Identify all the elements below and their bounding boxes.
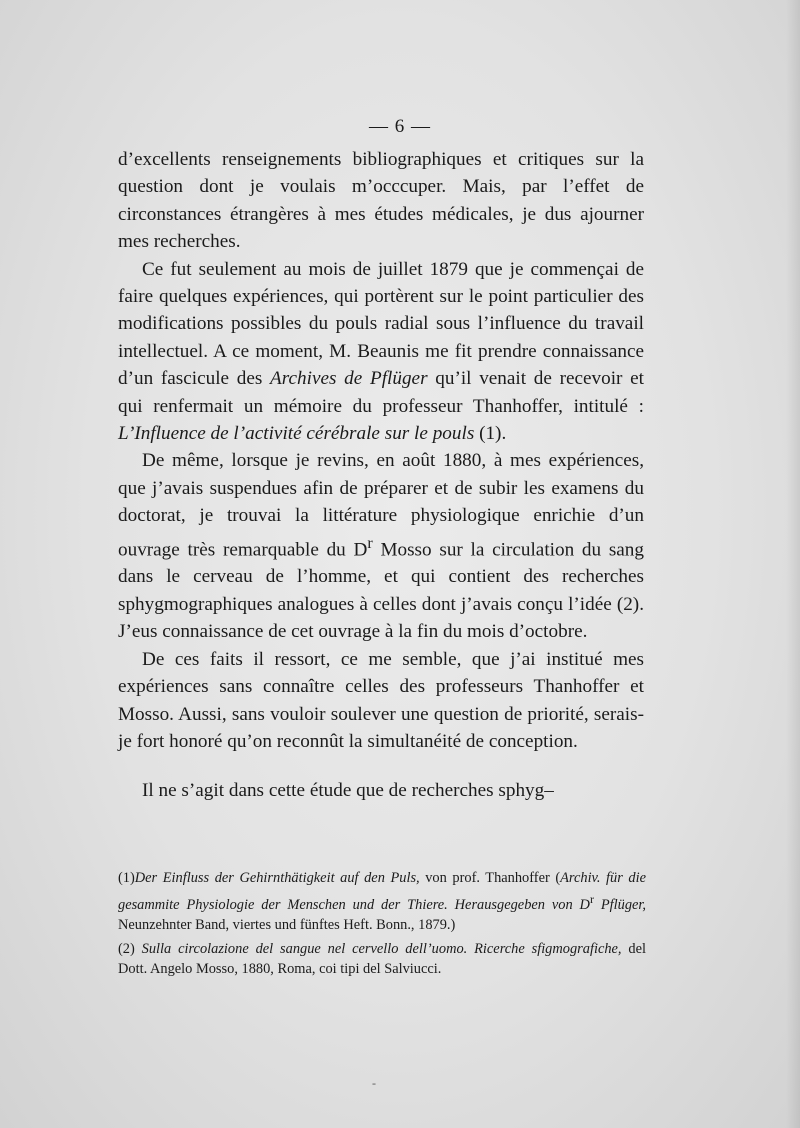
paragraph-2: [118, 256, 644, 448]
footnote-2-title: Sulla circolazione del sangue nel cervello dell’uomo. Ricerche sfigmografiche,: [141, 940, 622, 957]
paragraph-2-text-c: qu’il venait de recevoir et qui renfermait un mémoire du professeur Thanhoffer, intitulé :: [118, 368, 644, 417]
footnotes: [118, 868, 646, 983]
footnote-2-text-a: del Dott. Angelo Mosso, 1880, Roma, coi tipi del Salviucci.: [118, 940, 646, 978]
footnote-1-text-b: Neunzehnter Band, viertes und fünftes Heft. Bonn., 1879.): [118, 916, 456, 933]
paragraph-2-text-e: (1).: [474, 423, 507, 445]
page-number: — 6 —: [369, 116, 431, 137]
footnote-1: [118, 868, 646, 936]
paragraph-3-text-a: De même, lorsque je revins, en août 1880, à mes expériences, que j’avais suspendues afin de préparer et de subir les examens du doctorat, je trouvai la littérature physiologique enrichie d’un ouvrage très remarquable du D: [118, 450, 644, 561]
paragraph-1: d’excellents renseignements bibliographiques et critiques sur la question dont je voulais m’occcuper. Mais, par l’effet de circonstances étrangères à mes études médicales, je dus ajourner mes recherches.: [118, 149, 644, 253]
body-text: [118, 146, 644, 805]
footnote-1-journal: Archiv. für die gesammite Physiologie der Menschen und der Thiere. Herausgegeben von D: [118, 870, 647, 913]
page-edge-shadow: [786, 0, 800, 1128]
journal-title-archives: Archives de Pflüger: [270, 368, 428, 390]
paragraph-4: De ces faits il ressort, ce me semble, que j’ai institué mes expériences sans connaître celles des professeurs Thanhoffer et Mosso. Aussi, sans vouloir soulever une question de priorité, serais-je fort honoré qu’on reconnût la simultanéité de conception.: [118, 648, 644, 752]
superscript-r: r: [367, 534, 373, 552]
paragraph-3-text-b: Mosso sur la circulation du sang dans le cerveau de l’homme, et qui contient des recherches sphygmographiques analogues à celles dont j’avais conçu l’idée (2). J’eus connaissance de cet ouvrage à la fin du mois d’octobre.: [118, 539, 644, 643]
paragraph-5: Il ne s’agit dans cette étude que de recherches sphyg–: [142, 780, 554, 802]
footnote-1-title: Der Einfluss der Gehirnthätigkeit auf den Puls,: [134, 870, 420, 886]
footnote-1-marker: (1): [118, 870, 135, 886]
paragraph-3: [118, 447, 644, 645]
bottom-mark: -: [372, 1076, 376, 1090]
footnote-2-marker: (2): [118, 940, 135, 957]
paragraph-2-text-a: Ce fut seulement au mois de juillet 1879 que je commençai de faire quelques expériences, qui portèrent sur le point particulier des modifications possibles du pouls radial sous l’influence du travail intellectuel. A ce moment, M. Beaunis me fit prendre connaissance d’un fascicule des: [118, 258, 644, 390]
footnote-1-text-a: von prof. Thanhoffer (: [419, 870, 561, 886]
footnote-1-editor: Pflüger,: [593, 896, 646, 913]
footnote-1-superscript: r: [589, 891, 594, 906]
article-title-influence: L’Influence de l’activité cérébrale sur le pouls: [118, 423, 475, 445]
footnote-2: [118, 939, 646, 980]
